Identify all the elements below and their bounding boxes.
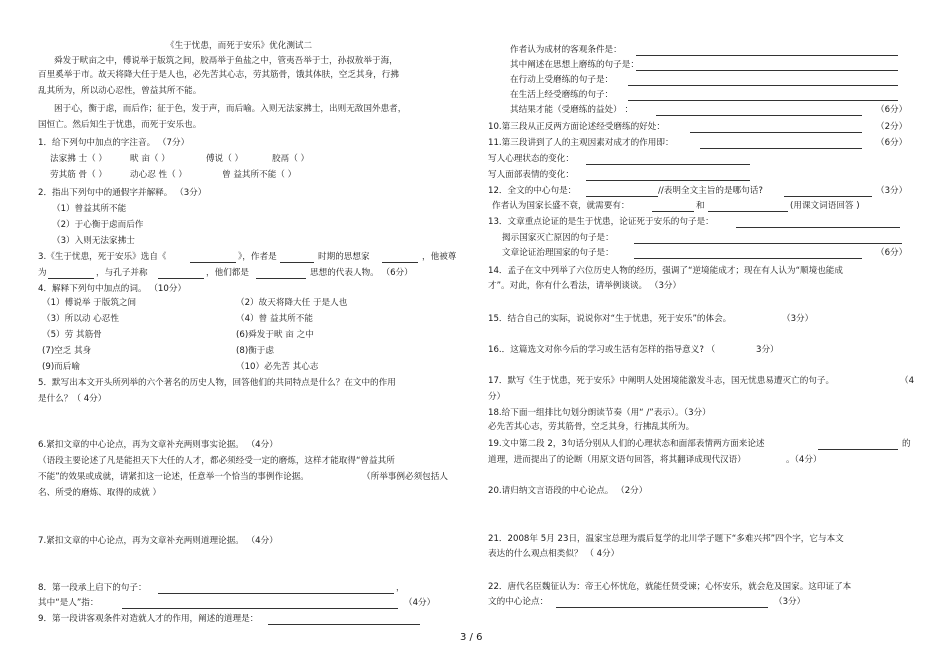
q14-line-1: 14．孟子在文中列举了六位历史人物的经历，强调了“逆境能成才；现在有人认为“顺境也能成 [488,266,843,276]
q19-line-1: 19.文中第二段 2，3句话分别从人们的心理状态和面部表情两方面来论述 [488,439,765,449]
score: （6分） [876,138,908,148]
answer-blank[interactable] [122,608,398,609]
answer-blank[interactable] [636,70,898,71]
q8-part: 8．第一段承上启下的句子： [38,583,147,593]
q4-item: （3）所以动 心忍性 [42,314,119,324]
q21-line-1: 21．2008年 5月 23日，温家宝总理为震后复学的北川学子题下“多难兴邦”四个字，它与本文 [488,534,844,544]
q19-line-2: 道理，进而提出了的论断（用原文语句回答，将其翻译成现代汉语） [488,455,746,465]
q3-part: 思想的代表人物。 （6分） [310,268,413,278]
q12-note: (用课文词语回答 ) [790,201,860,211]
q11-sub: 写人心理状态的变化： [488,154,574,164]
q1-item: 曾 益其所不能（ ） [222,170,297,180]
answer-blank[interactable] [736,227,900,228]
q8-part: 其中“是人”指： [38,598,99,608]
q19-de: 的 [902,439,911,449]
answer-blank[interactable] [784,196,872,197]
q13-stem: 13．文章重点论证的是生于忧患，论证死于安乐的句子是： [488,217,714,227]
score: （3分） [782,314,814,324]
q12-mid: //表明全文主旨的是哪句话? [658,186,763,196]
q19-score: 。（4分） [786,455,822,465]
q18-stem: 18.给下面一组排比句划分朗读节奏（用“ /”表示）。（3分） [488,408,711,418]
q5-line-1: 5．默写出本文开头所列举的六个著名的历史人物，回答他们的共同特点是什么？在文中的作用 [38,378,396,388]
answer-blank[interactable] [628,85,898,86]
answer-blank[interactable] [690,132,862,133]
q21-line-2: 表达的什么观点相类似？ （ 4分） [488,549,620,559]
answer-blank[interactable] [382,262,418,263]
r-line: 作者认为成材的客观条件是： [510,45,622,55]
q1-stem: 1．给下列句中加点的字注音。 （7分） [38,138,190,148]
answer-blank[interactable] [708,211,788,212]
q2-item: （3）入则无法家拂士 [52,236,135,246]
q4-item: （10）必先苦 其心志 [236,362,319,372]
r-line: 在生活上经受磨练的句子： [510,90,614,100]
q1-item: 劳其筋 骨（ ） [50,170,108,180]
answer-blank[interactable] [280,262,314,263]
q3-part: 3.《生于忧患，死于安乐》选自《 [38,252,167,262]
q16-stem: 16.．这篇选文对你今后的学习或生活有怎样的指导意义? （ [488,345,716,355]
q2-item: （2）于心衡于虑而后作 [52,220,144,230]
q4-item: (9)而后喻 [42,362,80,372]
q1-item: 畎 亩（ ） [130,154,170,164]
q8-part: （4分） [404,598,436,608]
score: （2分） [876,122,908,132]
q13-sub: 揭示国家灭亡原因的句子是： [502,233,614,243]
score: 分） [488,392,506,402]
answer-blank[interactable] [158,593,394,594]
q22-line-2: 文的中心论点： [488,597,549,607]
q6-line-3: 名、所受的磨炼、取得的成就 ） [38,488,162,498]
q15-stem: 15．结合自己的实际，说说你对“生于忧患，死于安乐”的体会。 [488,314,732,324]
q11-stem: 11.第三段讲到了人的主观因素对成才的作用即： [488,138,674,148]
q1-item: 胶鬲（ ） [272,154,310,164]
answer-blank[interactable] [256,278,306,279]
answer-blank[interactable] [586,196,658,197]
answer-blank[interactable] [628,100,898,101]
q4-stem: 4．解释下列句中加点的词。 （10分） [38,284,187,294]
q3-part: 时期的思想家 [318,252,370,262]
q10-stem: 10.第三段从正反两方面论述经受磨练的好处： [488,122,665,132]
answer-blank[interactable] [636,55,898,56]
q6-line-1: （语段主要论述了凡是能担天下大任的人才，都必须经受一定的磨炼，这样才能取得“曾益其所 [38,456,395,466]
answer-blank[interactable] [634,243,902,244]
answer-blank[interactable] [556,607,768,608]
score: （3分） [774,597,806,607]
q5-line-2: 是什么？（ 4分） [38,394,107,404]
answer-blank[interactable] [818,449,898,450]
q6-line-2: 不能”的效果或成就，请紧扣这一论述，任意举一个恰当的事例作论据。 [38,472,309,482]
score: （3分） [876,186,908,196]
q4-item: （2）故天将降大任 于是人也 [236,298,348,308]
answer-blank[interactable] [634,258,862,259]
q12-and: 和 [696,201,705,211]
score: 3分） [756,345,779,355]
q4-item: (7)空乏 其身 [42,346,92,356]
answer-blank[interactable] [48,278,94,279]
q7-stem: 7.紧扣文章的中心论点，再为文章补充两则道理论据。 （4分） [38,536,278,546]
q4-item: (8)衡于虑 [236,346,274,356]
answer-blank[interactable] [190,262,236,263]
passage-line-3: 乱其所为，所以动心忍性，曾益其所不能。 [38,86,202,96]
answer-blank[interactable] [656,115,862,116]
r-line: 其结果才能（受磨练的益处） ： [510,105,634,115]
q4-item: (6)舜发于畎 亩 之中 [236,330,314,340]
q17-stem: 17．默写《生于忧患，死于安乐》中阐明人处困境能激发斗志，国无忧患易遭灭亡的句子。 [488,376,835,386]
q14-line-2: 才”。对此，你有什么看法，请举例谈谈。 （3分） [488,281,682,291]
q4-item: （5）劳 其筋骨 [42,330,102,340]
q8-part: ， [396,583,405,593]
score: （6分） [876,248,908,258]
q3-part: 为 [38,268,47,278]
q3-part: 》，作者是 [238,252,277,262]
q1-item: 法家拂 士（ ） [50,154,108,164]
q6-line-2-note: （所举事例必须包括人 [362,472,448,482]
passage-line-1: 舜发于畎亩之中，傅说举于版筑之间，胶鬲举于鱼盐之中，管夷吾举于士，孙叔敖举于海， [54,56,398,66]
score: （4 [900,376,915,386]
answer-blank[interactable] [586,164,750,165]
r-line: 在行动上受磨练的句子是： [510,75,614,85]
q6-stem: 6.紧扣文章的中心论点，再为文章补充两则事实论据。 （4分） [38,440,278,450]
q11-sub: 写人面部表情的变化： [488,170,574,180]
q4-item: （4）曾 益其所不能 [236,314,313,324]
q22-line-1: 22．唐代名臣魏征认为：帝王心怀忧危，就能任贤受谏；心怀安乐，就会危及国家。这印证了本 [488,582,852,592]
q2-stem: 2．指出下列句中的通假字并解释。 （3分） [38,188,207,198]
score: （6分） [876,105,908,115]
q3-part: ，与孔子并称 [96,268,148,278]
answer-blank[interactable] [158,278,204,279]
q2-item: （1）曾益其所不能 [52,204,127,214]
q1-item: 傅说（ ） [206,154,244,164]
q18-text: 必先苦其心志，劳其筋骨，空乏其身，行拂乱其所为。 [488,422,695,432]
q12-stem: 12．全文的中心句是： [488,186,577,196]
passage-line-4: 困于心，衡于虑，而后作；征于色，发于声，而后喻。入则无法家拂士，出则无敌国外患者， [54,104,407,114]
page-number: 3 / 6 [460,632,483,643]
answer-blank[interactable] [700,148,862,149]
answer-blank[interactable] [586,180,750,181]
q3-part: ，他被尊 [422,252,457,262]
q9-stem: 9．第一段讲客观条件对造就人才的作用，阐述的道理是： [38,614,259,624]
q13-sub: 文章论证治理国家的句子是： [502,248,614,258]
r-line: 其中阐述在思想上磨练的句子是： [510,60,639,70]
q20-stem: 20.请归纳文言语段的中心论点。 （2分） [488,486,648,496]
q12-sub: 作者认为国家长盛不衰，就需要有： [492,201,630,211]
q1-item: 动心忍 性（ ） [130,170,188,180]
exam-title: 《生于忧患，而死于安乐》优化测试二 [166,41,313,51]
passage-line-2: 百里奚举于市。故天将降大任于是人也，必先苦其心志，劳其筋骨，饿其体肤，空乏其身，行拂 [38,70,399,80]
answer-blank[interactable] [268,624,420,625]
answer-blank[interactable] [652,211,694,212]
q4-item: （1）傅说举 于版筑之间 [42,298,137,308]
passage-line-5: 国恒亡。然后知生于忧患，而死于安乐也。 [38,120,202,130]
q3-part: ，他们都是 [206,268,249,278]
